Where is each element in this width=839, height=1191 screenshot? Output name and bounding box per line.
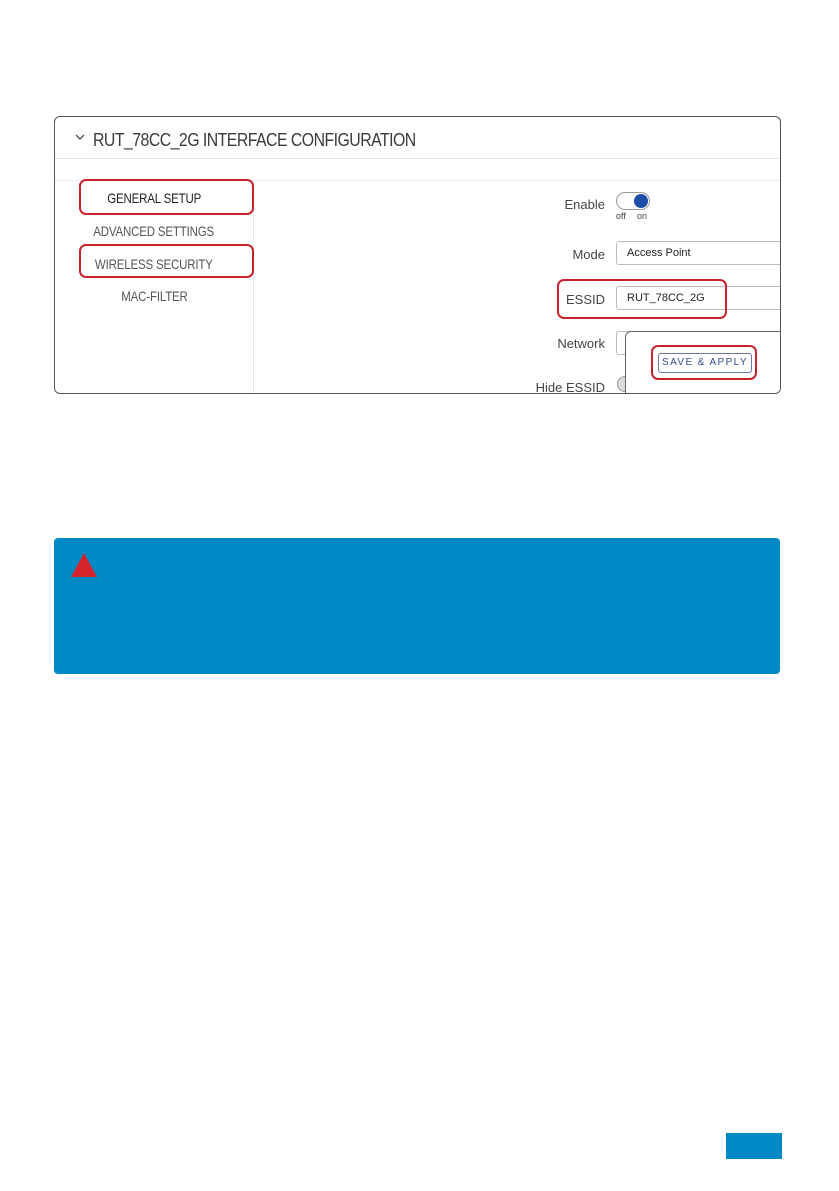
- essid-input[interactable]: RUT_78CC_2G: [616, 286, 781, 310]
- save-popup: [625, 331, 781, 394]
- sidebar-item-label: MAC-FILTER: [120, 288, 188, 304]
- sidebar-item-label: WIRELESS SECURITY: [95, 256, 213, 272]
- sidebar-item-advanced-settings[interactable]: [55, 223, 253, 239]
- enable-toggle[interactable]: [616, 192, 650, 210]
- save-apply-button[interactable]: SAVE & APPLY: [658, 353, 752, 373]
- panel-header[interactable]: [55, 117, 780, 159]
- toggle-knob: [634, 194, 648, 208]
- sidebar-item-general-setup[interactable]: [55, 190, 253, 206]
- panel-subbar: [55, 158, 780, 181]
- sidebar-item-mac-filter[interactable]: [55, 288, 253, 304]
- interface-config-panel: [54, 116, 781, 394]
- sidebar-item-wireless-security[interactable]: [55, 256, 253, 272]
- mode-select[interactable]: Access Point: [616, 241, 781, 265]
- panel-title: RUT_78CC_2G INTERFACE CONFIGURATION: [93, 130, 416, 150]
- sidebar-nav: [55, 180, 254, 394]
- chevron-down-icon[interactable]: [74, 131, 86, 143]
- enable-label: Enable: [564, 197, 605, 212]
- toggle-on-label: on: [637, 211, 648, 221]
- essid-label: ESSID: [565, 292, 605, 307]
- warning-box: [54, 538, 780, 674]
- warning-triangle-icon: [70, 552, 98, 578]
- page-number-badge: [726, 1133, 782, 1159]
- mode-label: Mode: [572, 247, 605, 262]
- sidebar-item-label: GENERAL SETUP: [107, 190, 201, 206]
- hide-essid-label: Hide ESSID: [535, 380, 605, 394]
- sidebar-item-label: ADVANCED SETTINGS: [93, 223, 215, 239]
- network-label: Network: [557, 336, 605, 351]
- toggle-off-label: off: [616, 211, 626, 221]
